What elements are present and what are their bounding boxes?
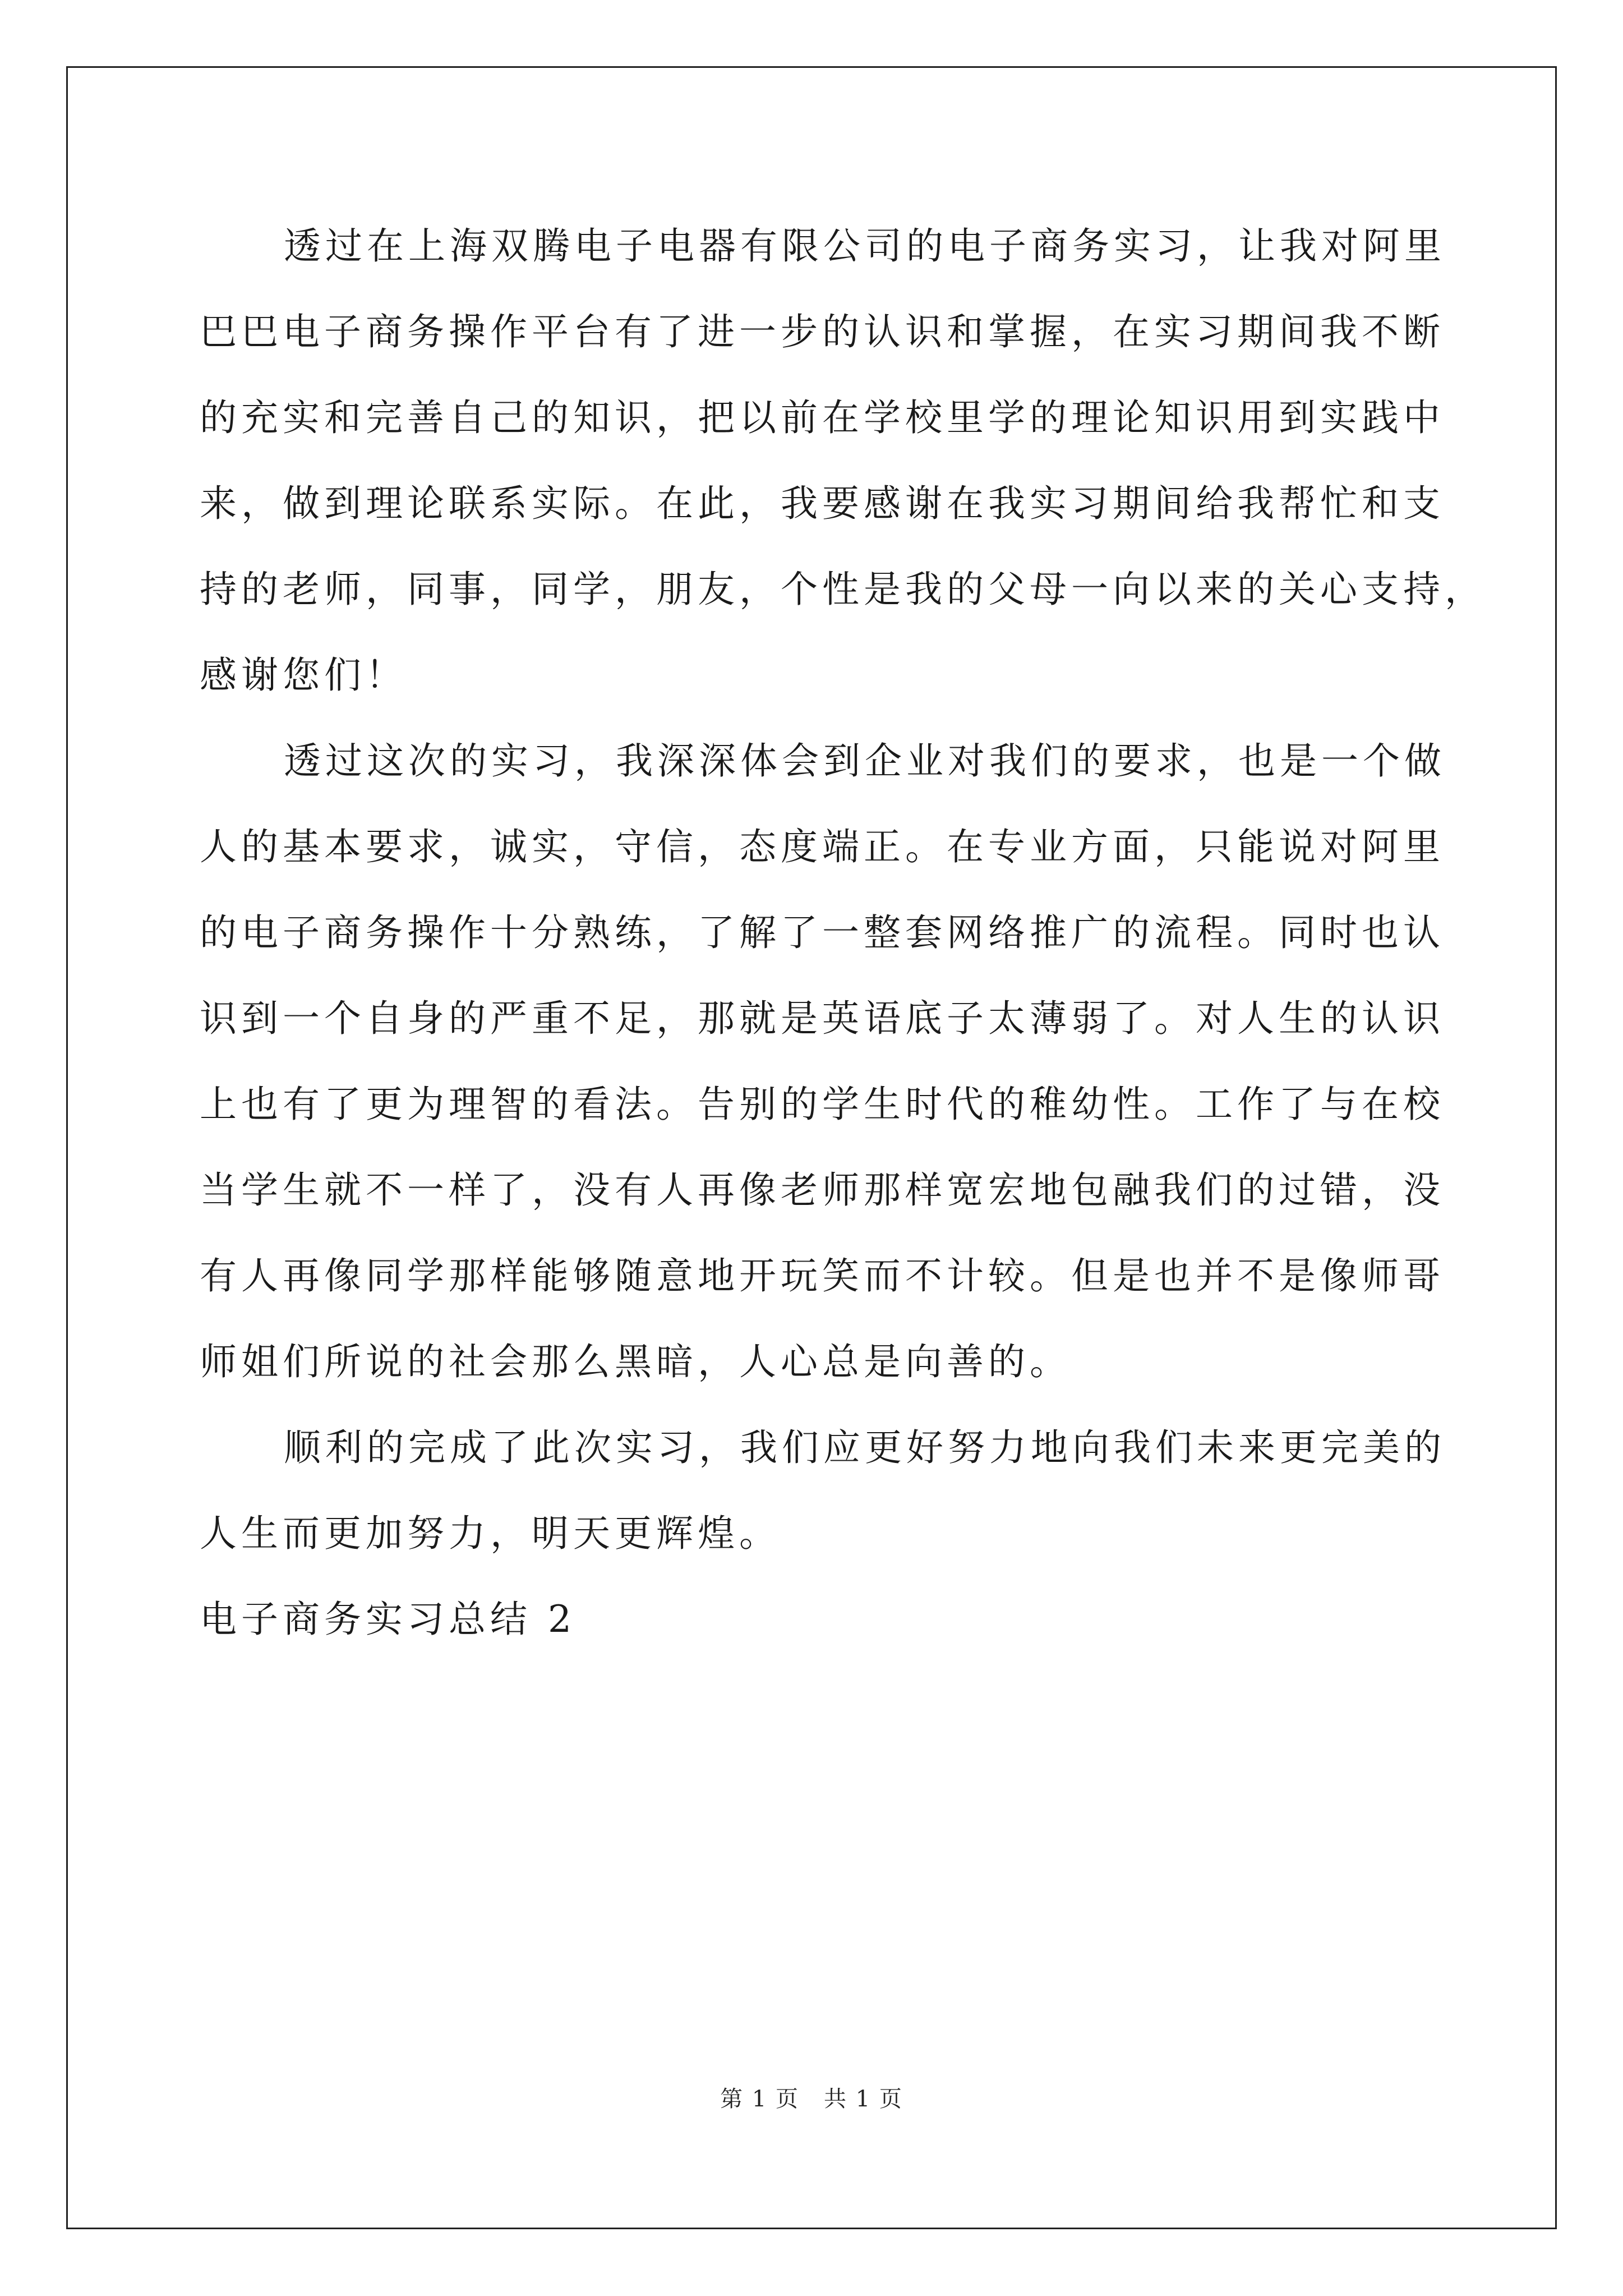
paragraph-line: 识到一个自身的严重不足，那就是英语底子太薄弱了。对人生的认识 — [200, 997, 1445, 1040]
paragraph-line: 人的基本要求，诚实，守信，态度端正。在专业方面，只能说对阿里 — [200, 825, 1445, 868]
section-heading: 电子商务实习总结 2 — [200, 1598, 576, 1641]
paragraph-2 — [200, 718, 1461, 1405]
paragraph-line: 来，做到理论联系实际。在此，我要感谢在我实习期间给我帮忙和支 — [200, 482, 1445, 525]
paragraph-line: 当学生就不一样了，没有人再像老师那样宽宏地包融我们的过错，没 — [200, 1168, 1445, 1212]
paragraph-line: 持的老师，同事，同学，朋友，个性是我的父母一向以来的关心支持， — [200, 568, 1486, 611]
paragraph-line: 巴巴电子商务操作平台有了进一步的认识和掌握，在实习期间我不断 — [200, 310, 1445, 353]
paragraph-1 — [200, 203, 1486, 718]
paragraph-line: 感谢您们！ — [200, 654, 407, 697]
page-number-current: 第 1 页 — [720, 2086, 799, 2112]
paragraph-line: 的充实和完善自己的知识，把以前在学校里学的理论知识用到实践中 — [200, 396, 1445, 439]
document-body — [200, 203, 1486, 1662]
paragraph-line: 的电子商务操作十分熟练，了解了一整套网络推广的流程。同时也认 — [200, 911, 1445, 954]
paragraph-line: 师姐们所说的社会那么黑暗，人心总是向善的。 — [200, 1340, 1071, 1383]
paragraph-line: 上也有了更为理智的看法。告别的学生时代的稚幼性。工作了与在校 — [200, 1083, 1445, 1126]
paragraph-line: 透过这次的实习，我深深体会到企业对我们的要求，也是一个做 — [284, 739, 1446, 783]
paragraph-line: 透过在上海双腾电子电器有限公司的电子商务实习，让我对阿里 — [284, 224, 1446, 268]
paragraph-line: 人生而更加努力，明天更辉煌。 — [200, 1512, 781, 1555]
paragraph-line: 顺利的完成了此次实习，我们应更好努力地向我们未来更完美的 — [284, 1426, 1446, 1469]
page-number-total: 共 1 页 — [824, 2086, 903, 2112]
page-footer — [0, 2085, 1623, 2113]
paragraph-line: 有人再像同学那样能够随意地开玩笑而不计较。但是也并不是像师哥 — [200, 1254, 1445, 1297]
paragraph-3 — [200, 1405, 1461, 1576]
